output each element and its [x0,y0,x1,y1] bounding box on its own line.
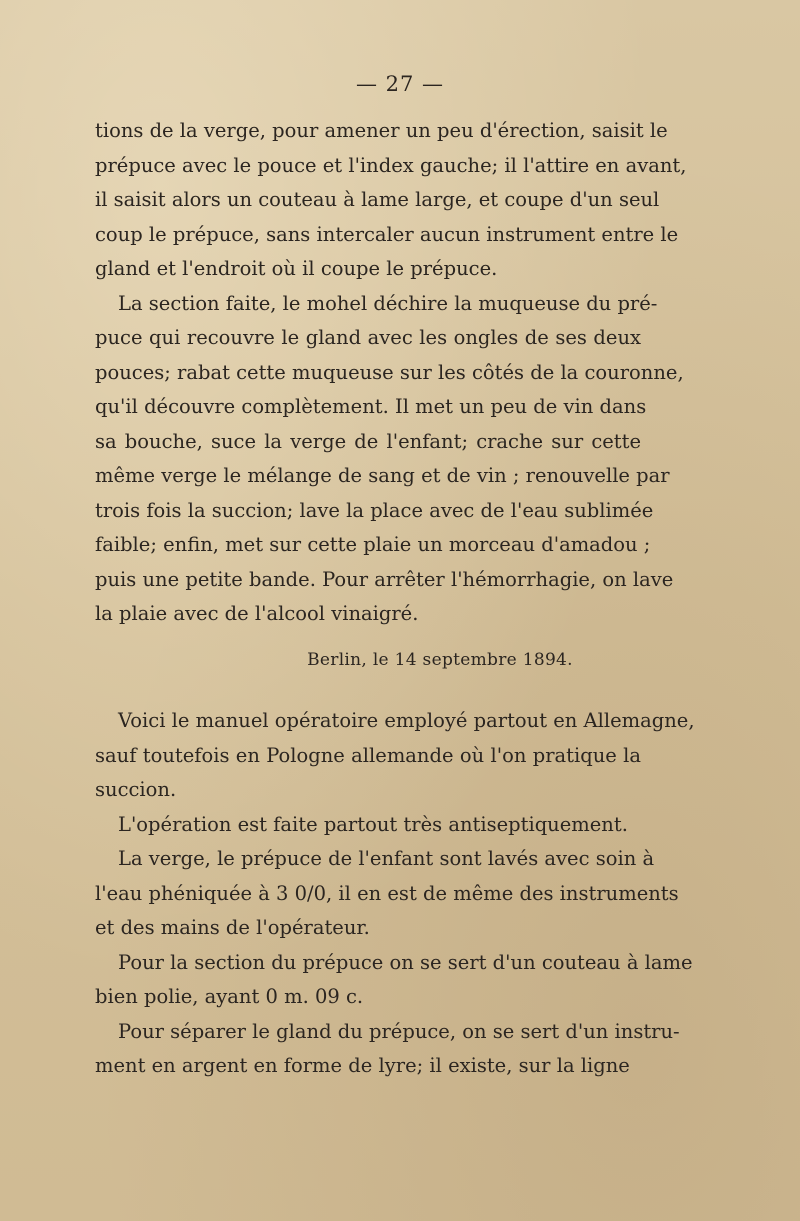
text-line: La verge, le prépuce de l'enfant sont lavés avec soin à [118,847,655,870]
paragraph [95,1015,680,1084]
text-line: sa bouche, suce la verge de l'enfant; crache sur cette [95,429,641,453]
text-line: La section faite, le mohel déchire la muqueuse du pré- [118,291,658,315]
text-line: il saisit alors un couteau à lame large, et coupe d'un seul [95,188,660,211]
dateline: Berlin, le 14 septembre 1894. [307,650,573,670]
page-number: — 27 — [355,72,445,96]
text-line: pouces; rabat cette muqueuse sur les côtés de la couronne, [95,360,684,384]
text-line: bien polie, ayant 0 m. 09 c. [95,985,364,1008]
paragraph [95,842,679,946]
paragraph [95,808,641,843]
text-line: et des mains de l'opérateur. [95,916,370,939]
text-line: gland et l'endroit où il coupe le prépuce. [95,257,498,280]
text-line: ment en argent en forme de lyre; il existe, sur la ligne [95,1054,630,1077]
text-line: la plaie avec de l'alcool vinaigré. [95,602,419,625]
text-line: qu'il découvre complètement. Il met un peu de vin dans [95,395,647,418]
text-line: Pour la section du prépuce on se sert d'un couteau à lame [118,950,693,974]
text-line: faible; enfin, met sur cette plaie un morceau d'amadou ; [95,533,651,556]
text-line: prépuce avec le pouce et l'index gauche; il l'attire en avant, [95,153,687,177]
text-line: même verge le mélange de sang et de vin ; renouvelle par [95,464,670,487]
text-line: puce qui recouvre le gland avec les ongles de ses deux [95,326,641,349]
text-line: succion. [95,778,177,801]
text-block-bottom [95,704,695,1084]
text-line: L'opération est faite partout très antiseptiquement. [118,812,628,836]
text-line: Voici le manuel opératoire employé partout en Allemagne, [118,709,695,732]
paragraph [95,287,684,632]
paragraph [95,704,695,808]
text-block-top [95,114,687,632]
text-line: coup le prépuce, sans intercaler aucun instrument entre le [95,222,679,246]
text-line: l'eau phéniquée à 3 0/0, il en est de même des instruments [95,881,679,905]
paragraph [95,114,687,287]
paragraph [95,946,693,1015]
text-line: Pour séparer le gland du prépuce, on se sert d'un instru- [118,1019,680,1043]
text-line: trois fois la succion; lave la place avec de l'eau sublimée [95,498,654,522]
text-line: tions de la verge, pour amener un peu d'érection, saisit le [95,119,668,142]
text-line: sauf toutefois en Pologne allemande où l'on pratique la [95,743,641,767]
text-line: puis une petite bande. Pour arrêter l'hémorrhagie, on lave [95,567,674,591]
